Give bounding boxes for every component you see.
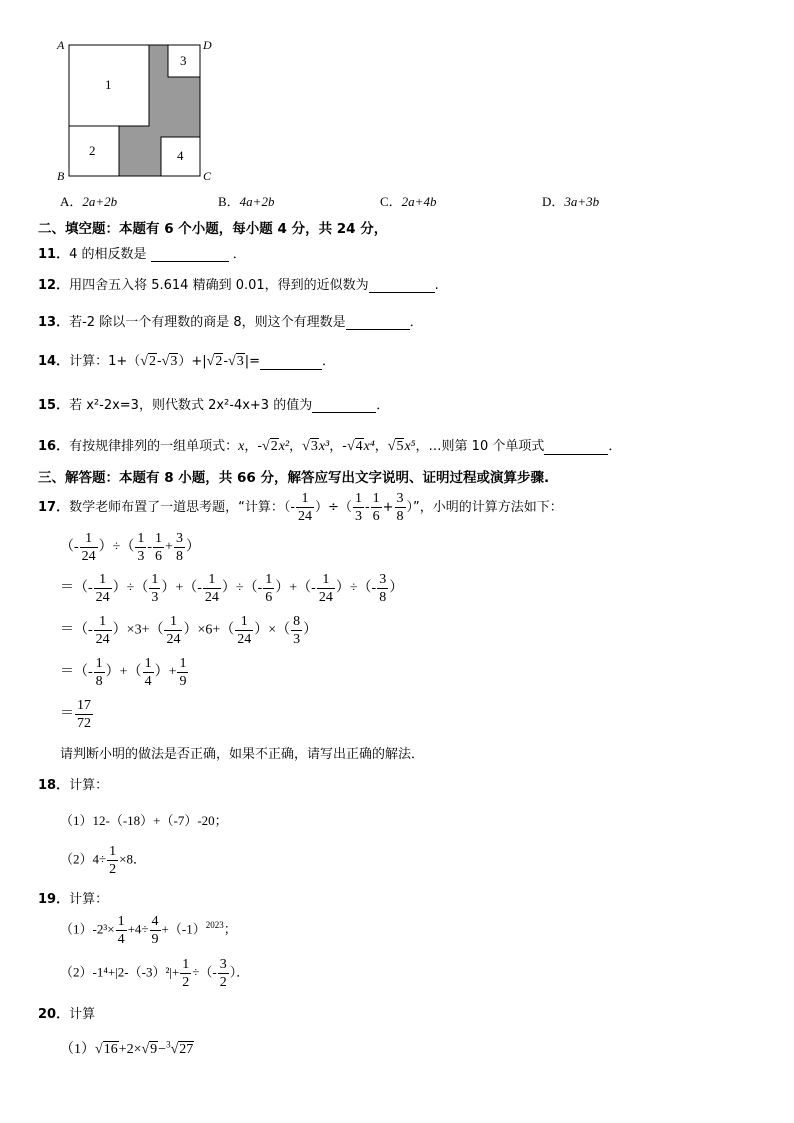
- exponent: 2023: [205, 920, 224, 931]
- q14-root-2: 2: [148, 354, 156, 369]
- text-segment: +（-1）: [161, 921, 206, 937]
- q16-post: ，…则第 10 个单项式: [415, 439, 545, 454]
- fraction: [107, 843, 118, 878]
- fraction: [164, 613, 182, 648]
- numerator: 1: [182, 957, 190, 972]
- corner-c-label: C: [203, 169, 212, 183]
- text-segment: （2）4÷: [60, 851, 107, 867]
- numerator: 4: [151, 914, 159, 929]
- q16-sep-5: ，: [374, 439, 388, 454]
- denominator: 3: [137, 549, 145, 564]
- q16-sep-3: ，: [289, 439, 303, 454]
- q12-answer-blank[interactable]: [369, 278, 435, 293]
- fraction: [263, 571, 274, 606]
- q15-number: 15．: [38, 398, 70, 413]
- q16-pre: 有按规律排列的一组单项式：: [69, 439, 239, 454]
- fraction: [80, 530, 98, 565]
- q13-text: 若-2 除以一个有理数的商是 8，则这个有理数是: [69, 315, 346, 330]
- numerator: 1: [203, 571, 221, 589]
- q17-step-2: ＝（- $\frac{1}{24}$ ）×3+（ $\frac{1}{24}$ ）×6+（ $\frac{1}{24}$ ）×（ $\frac{8}{3}$ ）: [60, 614, 318, 647]
- question-15: [38, 394, 389, 413]
- text-segment: ）．: [229, 964, 250, 980]
- text-segment: +4÷: [127, 921, 149, 937]
- denominator: 3: [354, 509, 362, 524]
- q16-answer-blank[interactable]: [544, 440, 608, 455]
- text-segment: （1）-2³×: [60, 921, 115, 937]
- fraction: [149, 571, 160, 606]
- section2-title: 二、填空题：本题有 6 个小题，每小题 4 分，共 24 分，: [38, 221, 388, 237]
- option-a: [60, 191, 117, 210]
- denominator: 8: [396, 509, 404, 524]
- q14-pre: 计算：1+（: [69, 354, 141, 369]
- denominator: 24: [204, 590, 219, 605]
- q18-title: 计算：: [69, 778, 109, 793]
- geometry-figure: [50, 36, 220, 186]
- radicand: 27: [179, 1042, 194, 1057]
- q16-root-4: 4: [355, 439, 363, 454]
- exponent: 3: [166, 1039, 171, 1050]
- denominator: 8: [95, 674, 103, 689]
- numerator: 17: [77, 698, 91, 713]
- q16-term-5: x⁵: [404, 439, 416, 454]
- option-c: [380, 191, 436, 210]
- numerator: 1: [265, 572, 273, 587]
- q18-part-2: [60, 843, 146, 878]
- denominator: 24: [298, 509, 313, 524]
- denominator: 6: [372, 509, 380, 524]
- numerator: 3: [379, 572, 387, 587]
- denominator: 3: [293, 632, 301, 647]
- q16-root-2: 2: [270, 439, 278, 454]
- denominator: 24: [95, 632, 110, 647]
- q14-root-3b: 3: [236, 354, 244, 369]
- text-segment: （2）-1⁴+|2-（-3）²|+: [60, 964, 180, 980]
- square-3-label: 3: [180, 53, 187, 68]
- numerator: 1: [137, 531, 145, 546]
- fraction: [353, 490, 364, 525]
- question-11: [38, 243, 246, 262]
- text-segment: （1）: [60, 1042, 95, 1057]
- denominator: 3: [151, 590, 159, 605]
- numerator: 1: [80, 530, 98, 548]
- q11-number: 11．: [38, 247, 70, 262]
- fraction: [174, 530, 185, 565]
- fraction: [395, 490, 406, 525]
- q17-number: 17．: [38, 500, 70, 515]
- q20-number: 20．: [38, 1007, 70, 1022]
- q14-root-2b: 2: [215, 354, 223, 369]
- option-b-value: 4a+2b: [239, 194, 275, 209]
- q11-text: 4 的相反数是: [69, 247, 147, 262]
- q17-step-4: ＝ $\frac{17}{72}$: [60, 698, 91, 731]
- fraction: [218, 956, 229, 991]
- q20-title: 计算: [69, 1007, 96, 1022]
- fraction: [203, 571, 221, 606]
- section3-title: 三、解答题：本题有 8 小题，共 66 分，解答应写出文字说明、证明过程或演算步骤.: [38, 470, 550, 486]
- q16-term-4: x⁴: [363, 439, 375, 454]
- text-segment: ×8．: [119, 851, 146, 867]
- numerator: 1: [372, 491, 380, 506]
- question-19: [38, 888, 108, 907]
- option-b: [218, 191, 274, 210]
- text-segment: ；: [223, 921, 237, 937]
- square-1-label: 1: [105, 77, 112, 92]
- fraction: [291, 613, 302, 648]
- q12-text: 用四舍五入将 5.614 精确到 0.01，得到的近似数为: [69, 278, 369, 293]
- numerator: 1: [179, 656, 187, 671]
- option-c-value: 2a+4b: [401, 194, 437, 209]
- numerator: 3: [219, 957, 227, 972]
- fraction: [377, 571, 388, 606]
- option-d: [542, 191, 599, 210]
- fraction: [235, 613, 253, 648]
- option-a-value: 2a+2b: [82, 194, 118, 209]
- denominator: 8: [379, 590, 387, 605]
- numerator: 1: [317, 571, 335, 589]
- numerator: 1: [144, 656, 152, 671]
- question-17: 17．数学老师布置了一道思考题，“计算：（- $\frac{1}{24}$ ）÷（ $\frac{1}{3}$ - $\frac{1}{6}$ + $\frac{3}{8}$ ）”，小明的计算方法如下：: [38, 491, 563, 524]
- q16-end: ．: [608, 439, 622, 454]
- q14-root-3: 3: [170, 354, 178, 369]
- q19-title: 计算：: [69, 892, 109, 907]
- fraction: [116, 913, 127, 948]
- denominator: 4: [117, 932, 125, 947]
- q11-answer-blank[interactable]: [151, 247, 229, 262]
- denominator: 24: [166, 632, 181, 647]
- q14-number: 14．: [38, 354, 70, 369]
- q11-end: ．: [232, 247, 246, 262]
- question-20: [38, 1003, 95, 1022]
- q16-root-5: 5: [396, 439, 404, 454]
- numerator: 1: [354, 491, 362, 506]
- question-13: [38, 311, 423, 330]
- q16-sep-4: ，-: [329, 439, 347, 454]
- fraction: [143, 655, 154, 690]
- option-c-label: C．: [380, 194, 402, 209]
- q13-answer-blank[interactable]: [346, 315, 410, 330]
- fraction: [177, 655, 188, 690]
- fraction: [75, 697, 93, 732]
- corner-d-label: D: [203, 38, 212, 52]
- q19-part-1: [60, 913, 237, 948]
- denominator: 24: [81, 549, 96, 564]
- numerator: 3: [396, 491, 404, 506]
- option-d-value: 3a+3b: [564, 194, 600, 209]
- q16-root-3: 3: [310, 439, 318, 454]
- numerator: 1: [109, 844, 117, 859]
- q17-instruction: 请判断小明的做法是否正确，如果不正确，请写出正确的解法．: [60, 747, 425, 762]
- numerator: 1: [296, 490, 314, 508]
- numerator: 1: [117, 914, 125, 929]
- option-a-label: A．: [60, 194, 83, 209]
- numerator: 1: [164, 613, 182, 631]
- q17-step-3: ＝（- $\frac{1}{8}$ ）+（ $\frac{1}{4}$ ）+ $\frac{1}{9}$: [60, 656, 187, 689]
- q14-end: ．: [321, 354, 335, 369]
- text-segment: −: [158, 1042, 167, 1057]
- denominator: 4: [144, 674, 152, 689]
- numerator: 8: [293, 614, 301, 629]
- denominator: 2: [219, 975, 227, 990]
- fraction: [180, 956, 191, 991]
- denominator: 24: [95, 590, 110, 605]
- q16-term-1: x: [238, 439, 245, 454]
- question-16: 16．有按规律排列的一组单项式：x，-√2x²，√3x³，-√4x⁴，√5x⁵，…则第 10 个单项式 ．: [38, 439, 622, 454]
- denominator: 24: [318, 590, 333, 605]
- q16-term-2: x²: [278, 439, 290, 454]
- fraction: [296, 490, 314, 525]
- q12-number: 12．: [38, 278, 70, 293]
- q18-part-1: （1）12-（-18）+（-7）-20；: [60, 813, 228, 828]
- q17-pre: 数学老师布置了一道思考题，“计算：（-: [69, 500, 296, 515]
- q15-text: 若 x²-2x=3，则代数式 2x²-4x+3 的值为: [69, 398, 313, 413]
- fraction: [94, 655, 105, 690]
- numerator: 1: [94, 613, 112, 631]
- q14-minus-1: -: [156, 354, 162, 369]
- q15-answer-blank[interactable]: [312, 398, 376, 413]
- fraction: [94, 571, 112, 606]
- numerator: 1: [95, 656, 103, 671]
- denominator: 9: [151, 932, 159, 947]
- text-segment: ÷（-: [192, 964, 217, 980]
- numerator: 1: [94, 571, 112, 589]
- q13-end: ．: [409, 315, 423, 330]
- q14-answer-blank[interactable]: [260, 355, 322, 370]
- numerator: 3: [175, 531, 183, 546]
- numerator: 1: [235, 613, 253, 631]
- denominator: 6: [155, 549, 163, 564]
- corner-b-label: B: [57, 169, 65, 183]
- denominator: 9: [179, 674, 187, 689]
- fraction: [371, 490, 382, 525]
- denominator: 24: [237, 632, 252, 647]
- question-12: [38, 274, 439, 293]
- radicand: 9: [150, 1042, 158, 1057]
- q13-number: 13．: [38, 315, 70, 330]
- q17-step-0: （- $\frac{1}{24}$ ）÷（ $\frac{1}{3}$ - $\frac{1}{6}$ + $\frac{3}{8}$ ）: [60, 531, 200, 564]
- q20-part-1: （1）√16+2×√9−$^3$√27: [60, 1039, 194, 1057]
- denominator: 6: [265, 590, 273, 605]
- option-b-label: B．: [218, 194, 240, 209]
- q16-term-3: x³: [318, 439, 330, 454]
- q19-part-2: [60, 956, 249, 991]
- denominator: 8: [175, 549, 183, 564]
- q17-post: ）”，小明的计算方法如下：: [406, 500, 563, 515]
- fraction: [153, 530, 164, 565]
- question-18: [38, 774, 108, 793]
- q17-step-1: ＝（- $\frac{1}{24}$ ）÷（ $\frac{1}{3}$ ）+（- $\frac{1}{24}$ ）÷（- $\frac{1}{6}$ ）+（- $\frac{1}{24}$ ）÷（- $\frac{3}{8}$ ）: [60, 572, 404, 605]
- numerator: 1: [151, 572, 159, 587]
- q16-sep-2: ，-: [244, 439, 263, 454]
- fraction: [135, 530, 146, 565]
- denominator: 2: [109, 862, 117, 877]
- q15-end: ．: [376, 398, 390, 413]
- q19-number: 19．: [38, 892, 70, 907]
- denominator: 2: [182, 975, 190, 990]
- q12-end: .: [434, 278, 439, 293]
- q18-number: 18．: [38, 778, 70, 793]
- denominator: 72: [77, 716, 91, 731]
- option-d-label: D．: [542, 194, 565, 209]
- q14-minus-2: -: [223, 354, 229, 369]
- text-segment: +2×: [118, 1042, 142, 1057]
- fraction: [317, 571, 335, 606]
- fraction: [150, 913, 161, 948]
- q14-post: |=: [244, 354, 260, 369]
- square-diagram: [50, 36, 220, 186]
- q16-number: 16．: [38, 439, 70, 454]
- question-14: 14．计算：1+（√2-√3）+|√2-√3|= ．: [38, 354, 335, 369]
- corner-a-label: A: [57, 38, 65, 52]
- square-2-label: 2: [89, 143, 96, 158]
- square-4-label: 4: [177, 148, 184, 163]
- numerator: 1: [155, 531, 163, 546]
- fraction: [94, 613, 112, 648]
- q14-mid: ）+|: [178, 354, 207, 369]
- radicand: 16: [103, 1042, 118, 1057]
